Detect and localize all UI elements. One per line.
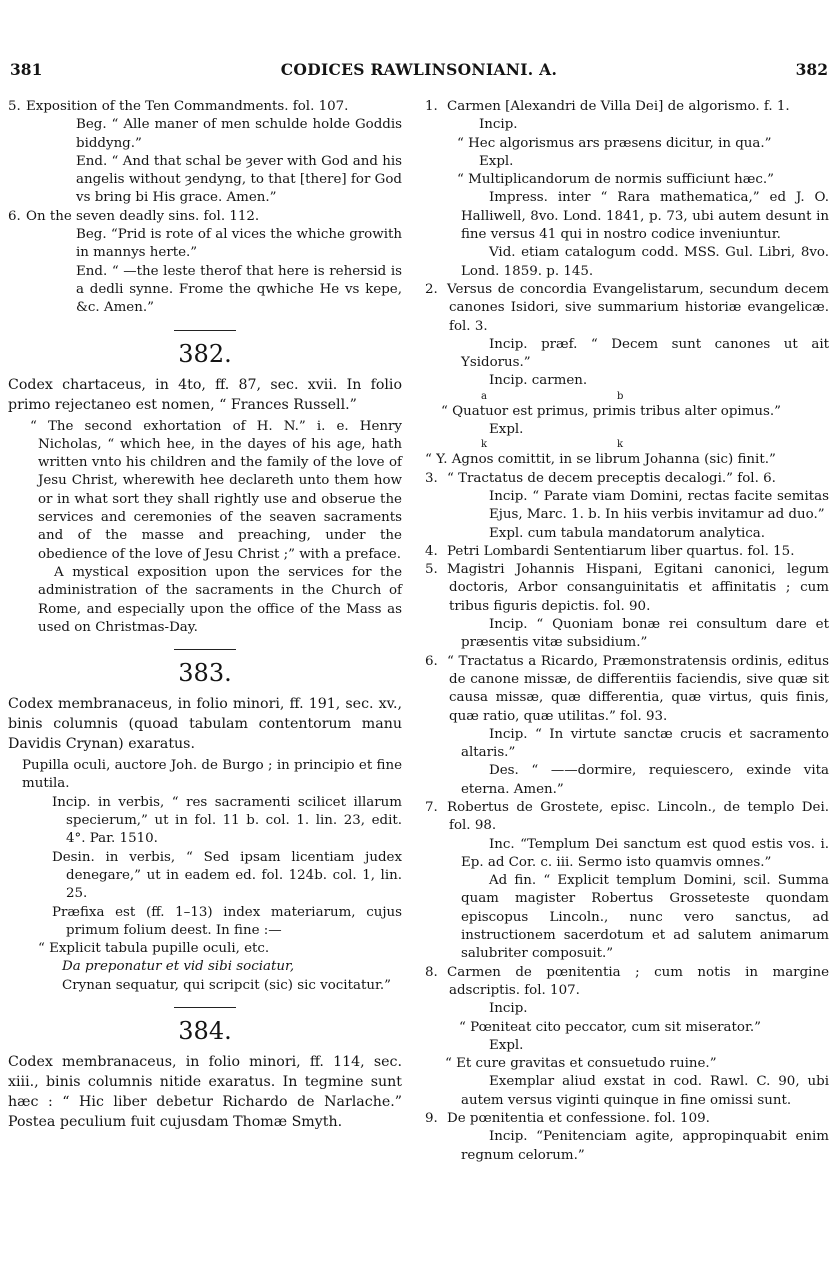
item-ending: End. “ And that schal be ȝever with God and his angelis without ȝendyng, to that [there] for God vs bring bi His grace. Amen.” (76, 153, 402, 206)
prefix-note: Præfixa est (ff. 1–13) index materiarum, cujus primum folium deest. In fine :— (52, 904, 402, 938)
section-divider (174, 649, 236, 650)
incipit-label: Incip. carmen. (489, 373, 588, 389)
item-title: On the seven deadly sins. fol. 112. (26, 208, 260, 224)
item-ending: End. “ —the leste therof that here is rehersid is a dedli synne. Frome the qwhiche He vs kepe, &c. Amen.” (76, 263, 402, 316)
explicit-label: Expl. (489, 422, 524, 438)
explicit: Ad fin. “ Explicit templum Domini, scil. Summa quam magister Robertus Grosseteste quondam episcopus Lincoln., nunc vero sanctus, ad instructionem sacerdotum et ad salutem animarum salubriter composuit.” (461, 873, 829, 962)
item-title: Carmen [Alexandri de Villa Dei] de algorismo. f. 1. (447, 99, 790, 114)
incipit-verse: “ Pœniteat cito peccator, cum sit miserator.” (459, 1019, 761, 1035)
item-beginning: Beg. “Prid is rote of al vices the whiche growith in mannys herte.” (76, 227, 402, 261)
item-number: 5. (8, 99, 21, 114)
entry-item (425, 799, 829, 836)
verse: “ Quatuor est primus, primis tribus alter opimus.” (441, 403, 782, 419)
entry-item (425, 281, 829, 336)
item-number: 6. (8, 208, 21, 224)
item-title: Exposition of the Ten Commandments. fol. 107. (26, 99, 349, 114)
item-number: 4. (425, 543, 438, 559)
codex-description: Codex membranaceus, in folio minori, ff. 114, sec. xiii., binis columnis nitide exaratus. In tegmine sunt hæc : “ Hic liber debetur Richardo de Narlache.” Postea peculium fuit cujusdam Thomæ Smyth. (8, 1053, 402, 1130)
item-title: Carmen de pœnitentia ; cum notis in margine adscriptis. fol. 107. (447, 964, 829, 998)
incipit-preface: Incip. præf. “ Decem sunt canones ut ait Ysidorus.” (461, 336, 829, 371)
entry-item (425, 1110, 829, 1128)
running-header (10, 60, 828, 82)
quoted-verse: Crynan sequatur, qui scripcit (sic) sic vocitatur.” (62, 977, 391, 993)
incipit-verse: “ Hec algorismus ars præsens dicitur, in qua.” (457, 135, 772, 151)
item-title: “ Tractatus de decem preceptis decalogi.” fol. 6. (447, 470, 776, 486)
desinit: Desin. in verbis, “ Sed ipsam licentiam judex denegare,” ut in eadem ed. fol. 124b. col. 1, lin. 25. (52, 849, 402, 902)
incipit: Incip. “Penitenciam agite, appropinquabit enim regnum celorum.” (461, 1129, 829, 1163)
entry-item (8, 208, 402, 226)
content-paragraph: Pupilla oculi, auctore Joh. de Burgo ; in principio et fine mutila. (22, 758, 402, 792)
incipit: Incip. in verbis, “ res sacramenti scilicet illarum specierum,” ut in fol. 11 b. col. 1. lin. 23, edit. 4°. Par. 1510. (52, 794, 402, 847)
verse-mark: a (481, 390, 487, 402)
item-number: 5. (425, 562, 438, 578)
entry-item (425, 561, 829, 616)
content-paragraph: A mystical exposition upon the services for the administration of the sacraments in the Church of Rome, and especially upon the office of the Mass as used on Christmas-Day. (38, 564, 402, 635)
item-number: 3. (425, 470, 438, 486)
section-divider (174, 330, 236, 331)
incipit: Incip. “ In virtute sanctæ crucis et sacramento altaris.” (461, 726, 829, 761)
section-number: 384. (178, 1016, 232, 1045)
item-number: 9. (425, 1111, 438, 1127)
impress-note: Impress. inter “ Rara mathematica,” ed J. O. Halliwell, 8vo. Lond. 1841, p. 73, ubi autem desunt in fine versus 41 qui in nostro codice inveniuntur. (461, 190, 829, 243)
verse-marks (425, 391, 829, 403)
item-title: “ Tractatus a Ricardo, Præmonstratensis ordinis, editus de canone missæ, de differentiis faciendis, sive quæ sit causa missæ, quæ differentia, quæ virtus, quis finis, quæ ratio, quæ utilitas.” fol. 93. (447, 653, 829, 724)
item-number: 1. (425, 99, 438, 114)
entry-item (425, 98, 829, 116)
running-title: CODICES RAWLINSONIANI. A. (280, 60, 558, 79)
entry-item (425, 543, 829, 561)
vid-note: Vid. etiam catalogum codd. MSS. Gul. Libri, 8vo. Lond. 1859. p. 145. (461, 245, 829, 279)
entry-item (425, 470, 829, 488)
item-number: 2. (425, 281, 438, 297)
quoted-verse: “ Explicit tabula pupille oculi, etc. (38, 941, 270, 957)
item-beginning: Beg. “ Alle maner of men schulde holde Goddis biddyng.” (76, 117, 402, 151)
entry-item (425, 653, 829, 726)
item-title: Petri Lombardi Sententiarum liber quartus. fol. 15. (447, 543, 795, 559)
verse-mark: k (481, 439, 488, 451)
item-number: 7. (425, 799, 438, 815)
left-column (8, 98, 402, 1132)
section-divider (174, 1007, 236, 1008)
explicit-verse: “ Et cure gravitas et consuetudo ruine.” (445, 1056, 717, 1072)
incipit: Incip. “ Parate viam Domini, rectas facite semitas Ejus, Marc. 1. b. In hiis verbis invitamur ad duo.” (489, 488, 829, 523)
incipit-label: Incip. (489, 1001, 528, 1017)
incipit: Incip. “ Quoniam bonæ rei consultum dare et præsentis vitæ subsidium.” (461, 617, 829, 651)
explicit-verse: “ Multiplicandorum de normis sufficiunt hæc.” (457, 172, 774, 188)
incipit: Inc. “Templum Dei sanctum est quod estis vos. i. Ep. ad Cor. c. iii. Sermo isto quamvis omnes.” (461, 836, 829, 870)
item-title: Versus de concordia Evangelistarum, secundum decem canones Isidori, sive summarium historiæ evangelicæ. fol. 3. (447, 281, 829, 334)
page-number-left: 381 (10, 60, 43, 79)
verse-mark: k (617, 439, 624, 451)
incipit-label: Incip. (479, 117, 518, 133)
content-paragraph: “ The second exhortation of H. N.” i. e. Henry Nicholas, “ which hee, in the dayes of his age, hath written vnto his children and the family of the love of Jesu Christ, wherewith hee declareth unto them how or in what sort they shall rightly use and obserue the services and ceremonies of the seaven sacraments and of the masse and preaching, under the obedience of the love of Jesu Christ ;” with a preface. (30, 418, 402, 562)
entry-item (8, 98, 402, 116)
item-number: 6. (425, 653, 438, 669)
quoted-verse: Da preponatur et vid sibi sociatur, (62, 959, 295, 975)
item-number: 8. (425, 964, 438, 980)
desinit: Des. “ ——dormire, requiescero, exinde vita eterna. Amen.” (461, 763, 829, 797)
item-title: Magistri Johannis Hispani, Egitani canonici, legum doctoris, Arbor consanguinitatis et affinitatis ; cum tribus figuris depictis. fol. 90. (447, 562, 829, 614)
explicit-label: Expl. (479, 153, 514, 169)
item-title: De pœnitentia et confessione. fol. 109. (447, 1111, 710, 1127)
verse-marks (425, 439, 829, 451)
entry-item (425, 964, 829, 1001)
verse-mark: b (617, 390, 624, 402)
exemplar-note: Exemplar aliud exstat in cod. Rawl. C. 90, ubi autem versus viginti quinque in fine omissi sunt. (461, 1074, 829, 1108)
codex-description: Codex membranaceus, in folio minori, ff. 191, sec. xv., binis columnis (quoad tabulam contentorum manu Davidis Crynan) exaratus. (8, 696, 402, 753)
item-title: Robertus de Grostete, episc. Lincoln., de templo Dei. fol. 98. (447, 799, 829, 834)
verse: “ Y. Agnos comittit, in se librum Johanna (sic) finit.” (425, 452, 776, 468)
right-column (425, 98, 829, 1165)
explicit-label: Expl. (489, 1037, 524, 1053)
section-number: 383. (178, 659, 232, 688)
codex-description: Codex chartaceus, in 4to, ff. 87, sec. xvii. In folio primo rejectaneo est nomen, “ Frances Russell.” (8, 376, 402, 413)
explicit: Expl. cum tabula mandatorum analytica. (489, 525, 765, 541)
section-number: 382. (178, 339, 232, 368)
page-number-right: 382 (795, 60, 828, 79)
